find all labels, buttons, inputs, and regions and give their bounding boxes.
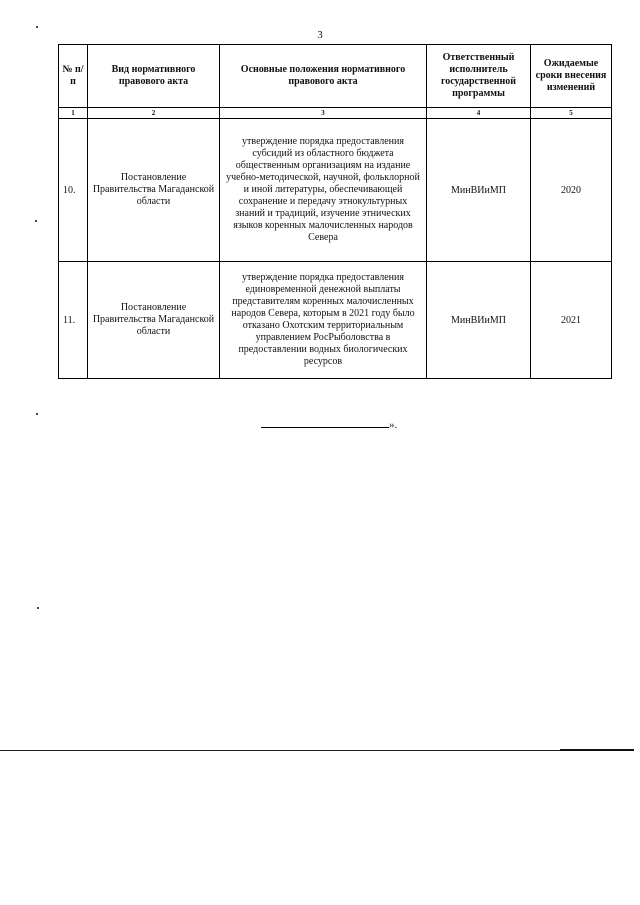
signature-underline <box>261 418 389 428</box>
scan-speck <box>35 220 37 222</box>
header-deadline: Ожидаемые сроки внесения изменений <box>531 45 612 108</box>
scan-speck <box>36 26 38 28</box>
row-number: 10. <box>59 119 88 262</box>
executor-cell: МинВИиМП <box>427 262 531 379</box>
row-number: 11. <box>59 262 88 379</box>
column-number: 2 <box>88 108 220 119</box>
footer-rule <box>0 750 634 751</box>
page-number: 3 <box>317 29 323 41</box>
act-type-cell: Постановление Правительства Магаданской области <box>88 119 220 262</box>
header-provisions: Основные положения нормативного правового акта <box>220 45 427 108</box>
column-number: 3 <box>220 108 427 119</box>
footer-rule-end <box>560 749 634 751</box>
header-executor: Ответственный исполнитель государственной программы <box>427 45 531 108</box>
act-type-cell: Постановление Правительства Магаданской области <box>88 262 220 379</box>
column-number: 4 <box>427 108 531 119</box>
executor-cell: МинВИиМП <box>427 119 531 262</box>
table-row <box>59 119 612 262</box>
column-number: 5 <box>531 108 612 119</box>
table-header-row <box>59 45 612 108</box>
provisions-cell: утверждение порядка предоставления единовременной денежной выплаты представителям коренных малочисленных народов Севера, которым в 2021 году было отказано Охотским территориальным управлением РосРыболовства в предоставлении водных биологических ресурсов <box>220 262 427 379</box>
deadline-cell: 2021 <box>531 262 612 379</box>
scan-speck <box>36 413 38 415</box>
column-number-row <box>59 108 612 119</box>
header-index: № п/п <box>59 45 88 108</box>
header-act-type: Вид нормативного правового акта <box>88 45 220 108</box>
column-number: 1 <box>59 108 88 119</box>
closing-quote: ». <box>389 419 398 431</box>
closing-line <box>261 418 397 431</box>
scan-speck <box>37 607 39 609</box>
provisions-cell: утверждение порядка предоставления субсидий из областного бюджета общественным организациям на издание учебно-методической, научной, фольклорной и иной литературы, обеспечивающей сохранение и передачу этнокультурных знаний и традиций, изучение этнических языков коренных малочисленных народов Севера <box>220 119 427 262</box>
table-row <box>59 262 612 379</box>
deadline-cell: 2020 <box>531 119 612 262</box>
legal-acts-table <box>58 44 612 379</box>
